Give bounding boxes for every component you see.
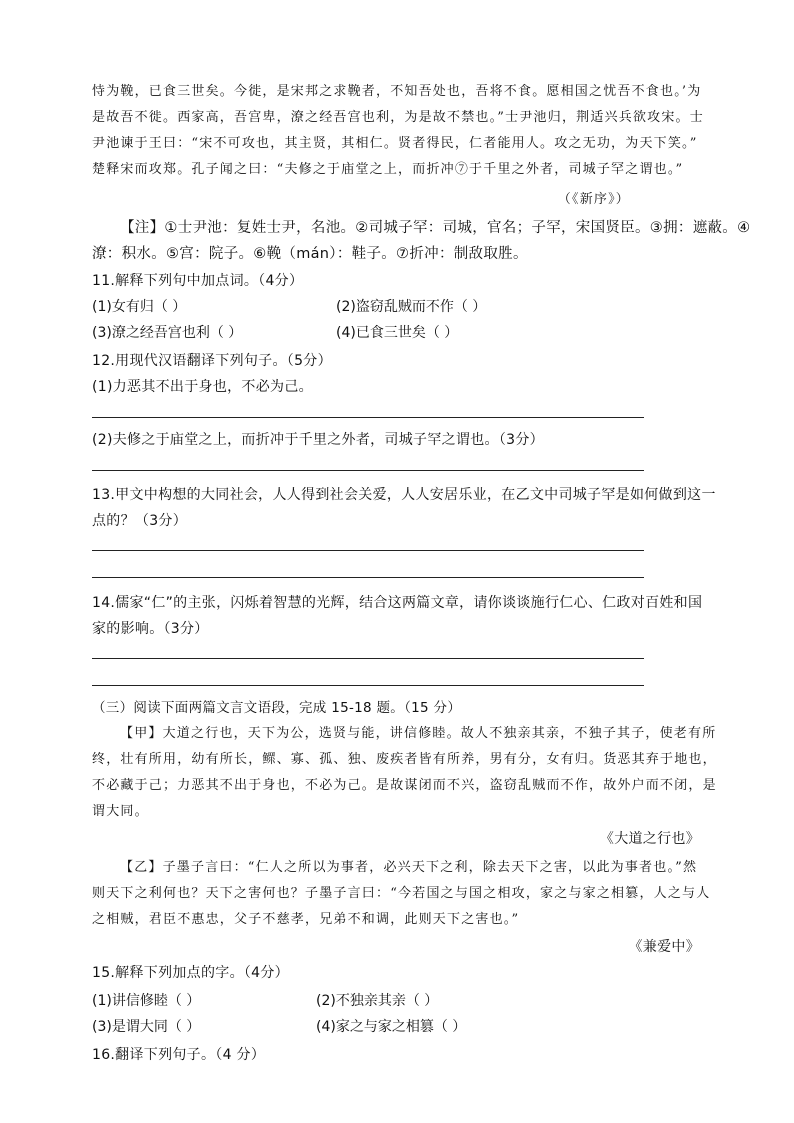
answer-line[interactable] — [92, 550, 644, 551]
passage-jia-line: 不必藏于己；力恶其不出于身也，不必为己。是故谋闭而不兴，盗窃乱贼而不作，故外户而不闭，是 — [92, 778, 717, 793]
passage-yi-source: 《兼爱中》 — [628, 939, 700, 955]
q15-item-2: (2)不独亲其亲（ ） — [316, 993, 439, 1009]
passage-jia-line: 终，壮有所用，幼有所长，鳏、寡、孤、独、废疾者皆有所养，男有分，女有归。货恶其弃于地也， — [92, 752, 717, 767]
question-13-line: 点的？（3分） — [92, 513, 188, 529]
passage-yi-line: 则天下之利何也？天下之害何也？子墨子言曰：“今若国之与国之相攻，家之与家之相篡，人之与人 — [92, 886, 711, 901]
q15-item-4: (4)家之与家之相篡（ ） — [316, 1019, 467, 1035]
q12-sentence-2: (2)夫修之于庙堂之上，而折冲于千里之外者，司城子罕之谓也。（3分） — [92, 432, 544, 448]
question-12-title: 12.用现代汉语翻译下列句子。（5分） — [92, 353, 332, 369]
passage-jia-line: 【甲】大道之行也，天下为公，选贤与能，讲信修睦。故人不独亲其亲，不独子其子，使老有所 — [120, 726, 717, 741]
passage-line: 尹池谏于王曰：“宋不可攻也，其主贤，其相仁。贤者得民，仁者能用人。攻之无功，为天下笑。” — [92, 136, 698, 151]
q15-item-3: (3)是谓大同（ ） — [92, 1019, 201, 1035]
question-14-line: 14.儒家“仁”的主张，闪烁着智慧的光辉，结合这两篇文章，请你谈谈施行仁心、仁政对百姓和国 — [92, 595, 703, 611]
q11-item-2: (2)盗窃乱贼而不作（ ） — [336, 299, 487, 315]
notes-line: 潦：积水。⑤宫：院子。⑥鞔（mán）：鞋子。⑦折冲：制敌取胜。 — [92, 246, 528, 262]
q11-item-3: (3)潦之经吾宫也利（ ） — [92, 325, 243, 341]
passage-yi-line: 之相贼，君臣不惠忠，父子不慈孝，兄弟不和调，此则天下之害也。” — [92, 912, 520, 927]
passage-yi-line: 【乙】子墨子言曰：“仁人之所以为事者，必兴天下之利，除去天下之害，以此为事者也。”然 — [120, 860, 698, 875]
answer-line[interactable] — [92, 470, 644, 471]
answer-line[interactable] — [92, 577, 644, 578]
notes-line: 【注】①士尹池：复姓士尹，名池。②司城子罕：司城，官名；子罕，宋国贤臣。③拥：遮蔽。④ — [120, 220, 751, 236]
question-11-title: 11.解释下列句中加点词。（4分） — [92, 273, 304, 289]
question-16-title: 16.翻译下列句子。（4 分） — [92, 1047, 266, 1063]
q11-item-4: (4)已食三世矣（ ） — [336, 325, 459, 341]
answer-line[interactable] — [92, 685, 644, 686]
passage-line: 是故吾不徙。西家高，吾宫卑，潦之经吾宫也利，为是故不禁也。”士尹池归，荆适兴兵欲攻宋。士 — [92, 110, 704, 125]
question-15-title: 15.解释下列加点的字。（4分） — [92, 965, 289, 981]
q15-item-1: (1)讲信修睦（ ） — [92, 993, 201, 1009]
passage-jia-line: 谓大同。 — [92, 804, 149, 819]
passage-line: 恃为鞔，已食三世矣。今徙，是宋邦之求鞔者，不知吾处也，吾将不食。愿相国之忧吾不食也。’为 — [92, 84, 702, 99]
passage-line: 楚释宋而攻郑。孔子闻之曰：“夫修之于庙堂之上，而折冲⑦于千里之外者，司城子罕之谓也。” — [92, 162, 684, 177]
q12-sentence-1: (1)力恶其不出于身也，不必为己。 — [92, 379, 313, 395]
answer-line[interactable] — [92, 417, 644, 418]
passage-source: （《新序》） — [557, 192, 630, 207]
question-14-line: 家的影响。（3分） — [92, 621, 209, 637]
section-3-heading: （三）阅读下面两篇文言文语段，完成 15-18 题。（15 分） — [92, 700, 462, 716]
q11-item-1: (1)女有归（ ） — [92, 299, 187, 315]
answer-line[interactable] — [92, 658, 644, 659]
passage-jia-source: 《大道之行也》 — [599, 831, 700, 847]
question-13-line: 13.甲文中构想的大同社会，人人得到社会关爱，人人安居乐业，在乙文中司城子罕是如何做到这一 — [92, 487, 716, 503]
